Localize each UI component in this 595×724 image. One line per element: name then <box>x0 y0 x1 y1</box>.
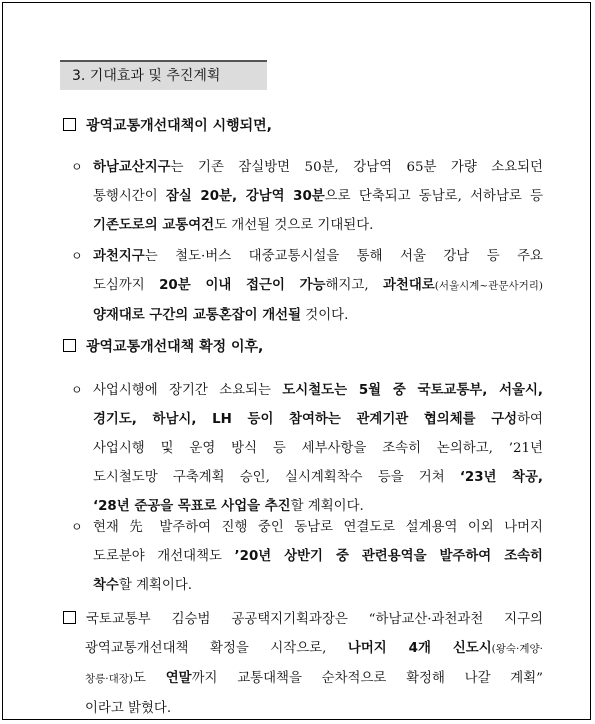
heading-implementation: 광역교통개선대책이 시행되면, <box>63 115 272 137</box>
circle-bullet-icon: ㅇ <box>71 249 83 263</box>
heading-after-confirmation: 광역교통개선대책 확정 이후, <box>63 336 263 358</box>
bullet-item-hanam: ㅇ 하남교산지구는 기존 잠실방면 50분, 강남역 65분 가량 소요되던 통행시간이 잠실 20분, 강남역 30분으로 단축되고 동남로, 서하남로 등 기존도로의 교통여건도 개선될 것으로 기대된다. <box>93 153 543 240</box>
document-page <box>2 2 591 720</box>
section-title: 3. 기대효과 및 추진계획 <box>60 60 267 90</box>
circle-bullet-icon: ㅇ <box>71 160 83 174</box>
bullet-item-gwacheon: ㅇ 과천지구는 철도·버스 대중교통시설을 통해 서울 강남 등 주요 도심까지 20분 이내 접근이 가능해지고, 과천대로(서울시계~관문사거리) 양재대로 구간의 교통혼잡이 개선될 것이다. <box>93 242 543 330</box>
circle-bullet-icon: ㅇ <box>71 520 83 534</box>
bullet-item-road: ㅇ 현재 先 발주하여 진행 중인 동남로 연결도로 설계용역 이외 나머지 도로분야 개선대책도 ’20년 상반기 중 관련용역을 발주하여 조속히 착수할 계획이다. <box>93 513 543 600</box>
circle-bullet-icon: ㅇ <box>71 383 83 397</box>
official-quote: 국토교통부 김승범 공공택지기획과장은 “하남교산·과천과천 지구의 광역교통개선대책 확정을 시작으로, 나머지 4개 신도시(왕숙·계양· 창릉·대장)도 연말까지 교통대책을 순차적으로 확정해 나갈 계획” 이라고 밝혔다. <box>63 605 543 723</box>
checkbox-square-icon <box>63 611 76 624</box>
checkbox-square-icon <box>63 118 76 131</box>
checkbox-square-icon <box>63 339 76 352</box>
bullet-item-metro: ㅇ 사업시행에 장기간 소요되는 도시철도는 5월 중 국토교통부, 서울시, 경기도, 하남시, LH 등이 참여하는 관계기관 협의체를 구성하여 사업시행 및 운영 방식 등 세부사항을 조속히 논의하고, ’21년 도시철도망 구축계획 승인, 실시계획착수 등을 거쳐 ‘23년 착공, ‘28년 준공을 목표로 사업을 추진할 계획이다. <box>93 376 543 521</box>
